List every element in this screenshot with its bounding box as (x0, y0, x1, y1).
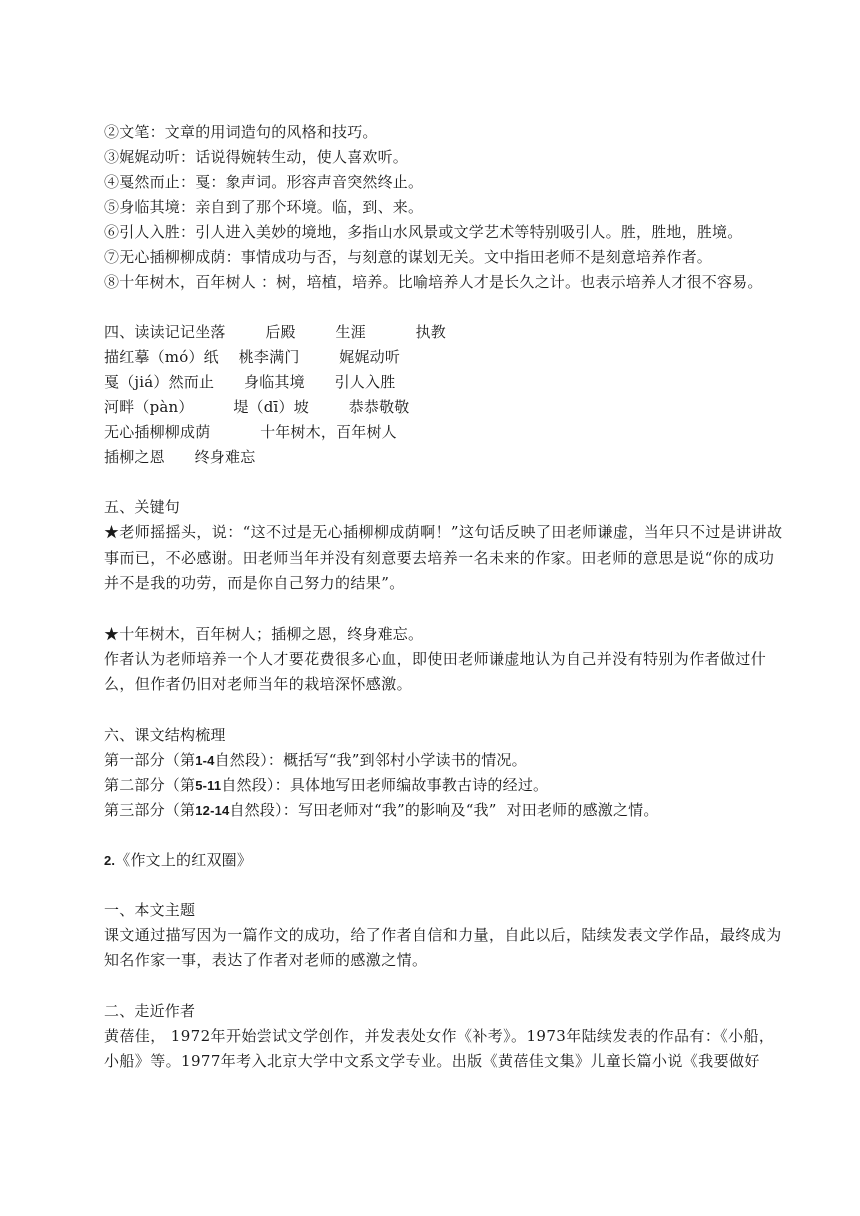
vocabulary-heading: 四、读读记记坐落 后殿 生涯 执教 (104, 323, 446, 341)
structure-part: 第三部分（第12-14自然段）：写田老师对“我”的影响及“我” 对田老师的感激之情。 (104, 800, 659, 819)
spacer (104, 698, 784, 723)
note-item: ⑦无心插柳柳成荫：事情成功与否，与刻意的谋划无关。文中指田老师不是刻意培养作者。 (104, 248, 713, 266)
section-vocabulary (104, 320, 784, 470)
vocabulary-line: 无心插柳柳成荫 十年树木，百年树人 (104, 423, 397, 441)
vocabulary-line: 戛（jiá）然而止 身临其境 引人入胜 (104, 373, 396, 391)
spacer (104, 597, 784, 622)
structure-part: 第二部分（第5-11自然段）：具体地写田老师编故事教古诗的经过。 (104, 775, 549, 794)
spacer (104, 295, 784, 320)
spacer (104, 823, 784, 848)
section-theme (104, 898, 784, 974)
key-sentence-paragraph: 作者认为老师培养一个人才要花费很多心血，即使田老师谦虚地认为自己并没有特别为作者做过什么，但作者仍旧对老师当年的栽培深怀感激。 (104, 649, 767, 693)
note-item: ⑧十年树木，百年树人 ：树，培植，培养。比喻培养人才是长久之计。也表示培养人才很不容易。 (104, 273, 763, 291)
author-paragraph: 黄蓓佳， 1972年开始尝试文学创作，并发表处女作《补考》。1973年陆续发表的作品有：《小船，小船》等。1977年考入北京大学中文系文学专业。出版《黄蓓佳文集》儿童长篇小说《我要做好 (104, 1026, 775, 1070)
key-sentence-paragraph: ★老师摇摇头，说：“这不过是无心插柳柳成荫啊！”这句话反映了田老师谦虚，当年只不过是讲讲故事而已，不必感谢。田老师当年并没有刻意要去培养一名未来的作家。田老师的意思是说“你的成功并不是我的功劳，而是你自己努力的结果”。 (104, 523, 783, 592)
key-sentence-quote: ★十年树木，百年树人；插柳之恩，终身难忘。 (104, 624, 424, 643)
vocabulary-line: 河畔（pàn） 堤（dī）坡 恭恭敬敬 (104, 398, 410, 416)
section-author (104, 999, 784, 1075)
vocabulary-line: 描红摹（mó）纸 桃李满门 娓娓动听 (104, 348, 401, 366)
spacer (104, 873, 784, 898)
structure-heading: 六、课文结构梳理 (104, 725, 226, 744)
word-notes (104, 120, 784, 295)
note-item: ②文笔：文章的用词造句的风格和技巧。 (104, 123, 378, 141)
section-structure (104, 723, 784, 823)
note-item: ⑤身临其境：亲自到了那个环境。临，到、来。 (104, 198, 424, 216)
author-heading: 二、走近作者 (104, 1001, 196, 1020)
vocabulary-line: 插柳之恩 终身难忘 (104, 448, 256, 466)
spacer (104, 974, 784, 999)
structure-part: 第一部分（第1-4自然段）：概括写“我”到邻村小学读书的情况。 (104, 750, 527, 769)
note-item: ④戛然而止：戛：象声词。形容声音突然终止。 (104, 173, 424, 191)
spacer (104, 470, 784, 495)
section-key-sentences (104, 495, 784, 698)
lesson-title: 2.《作文上的红双圈》 (104, 850, 253, 869)
theme-paragraph: 课文通过描写因为一篇作文的成功，给了作者自信和力量，自此以后，陆续发表文学作品，最终成为知名作家一事，表达了作者对老师的感激之情。 (104, 925, 782, 969)
note-item: ⑥引人入胜：引人进入美妙的境地，多指山水风景或文学艺术等特别吸引人。胜，胜地，胜境。 (104, 223, 743, 241)
note-item: ③娓娓动听：话说得婉转生动，使人喜欢听。 (104, 148, 409, 166)
document-page (104, 120, 784, 1075)
theme-heading: 一、本文主题 (104, 900, 196, 919)
key-sentences-heading: 五、关键句 (104, 498, 181, 516)
